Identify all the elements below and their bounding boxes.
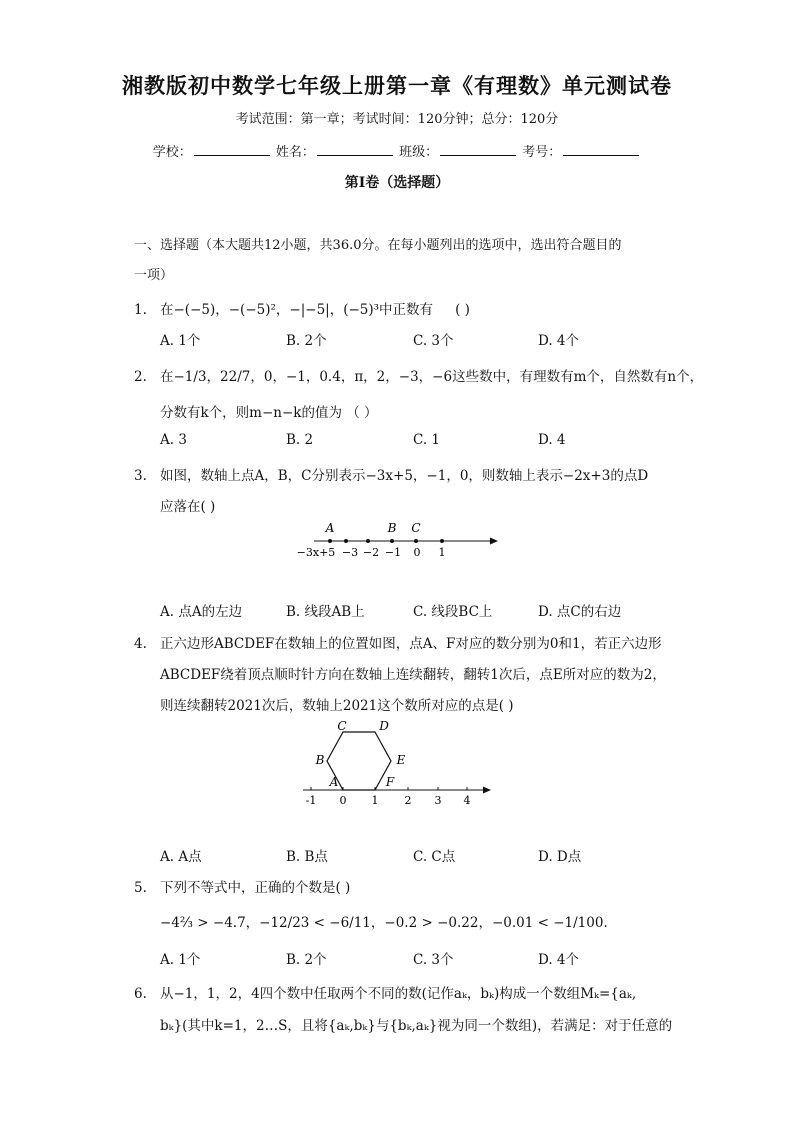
question-text-line1: 下列不等式中，正确的个数是( ) — [160, 880, 351, 896]
question-number: 2. — [134, 369, 147, 385]
option-a: A. A点 — [160, 849, 202, 865]
option-d: D. 点C的右边 — [538, 604, 622, 620]
tick-label: 0 — [339, 794, 347, 807]
tick-label: 0 — [413, 546, 421, 559]
tick-point — [440, 539, 444, 543]
option-b: B. 2个 — [286, 333, 327, 349]
tick-label: −2 — [362, 546, 380, 559]
tick-label: 1 — [438, 546, 446, 559]
point-label-a: A — [325, 521, 335, 535]
question-number: 6. — [134, 986, 147, 1002]
option-c: C. 1 — [413, 432, 441, 448]
page-title: 湘教版初中数学七年级上册第一章《有理数》单元测试卷 — [122, 73, 672, 98]
option-c: C. 3个 — [413, 333, 454, 349]
point-c — [414, 539, 418, 543]
number-line-figure-q3 — [290, 518, 510, 564]
axis-arrow — [483, 787, 491, 794]
class-label: 班级： — [399, 145, 439, 160]
question-text: 在−(−5)，−(−5)²，−|−5|，(−5)³中正数有 — [160, 302, 434, 318]
vertex-label-d: D — [379, 719, 389, 733]
question-text-line1: 在−1/3，22/7，0，−1，0.4，π，2，−3，−6这些数中，有理数有m个，自然数有n个， — [160, 369, 704, 385]
question-text-line2: ABCDEF绕着顶点顺时针方向在数轴上连续翻转，翻转1次后，点E所对应的数为2， — [160, 667, 666, 683]
question-text-line2: 分数有k个，则m−n−k的值为 （ ） — [160, 405, 378, 421]
option-d: D. 4个 — [538, 952, 580, 968]
option-b: B. 2 — [286, 432, 314, 448]
tick-label: -1 — [305, 794, 317, 807]
exam-info: 考试范围：第一章；考试时间：120分钟；总分：120分 — [235, 112, 559, 127]
tick-label: −1 — [384, 546, 402, 559]
tick-label: 4 — [463, 794, 471, 807]
option-c: C. 3个 — [413, 952, 454, 968]
option-b: B. 线段AB上 — [286, 604, 365, 620]
vertex-label-a: A — [329, 775, 339, 789]
school-blank — [194, 143, 270, 156]
class-blank — [440, 143, 516, 156]
school-label: 学校： — [152, 145, 192, 160]
question-3 — [134, 464, 648, 484]
option-c: C. C点 — [413, 849, 456, 865]
point-b — [390, 539, 394, 543]
option-b: B. 2个 — [286, 952, 327, 968]
section-heading-line2: 一项） — [134, 268, 174, 283]
student-info-row — [0, 141, 794, 160]
question-text-line1: 如图，数轴上点A，B，C分别表示−3x+5，−1，0，则数轴上表示−2x+3的点D — [160, 468, 649, 484]
question-number: 3. — [134, 468, 147, 484]
option-a: A. 3 — [160, 432, 187, 448]
question-1 — [134, 298, 470, 318]
question-number: 5. — [134, 880, 147, 896]
question-text-line1: 从−1，1，2，4四个数中任取两个不同的数(记作aₖ，bₖ)构成一个数组Mₖ={aₖ, — [160, 986, 637, 1002]
tick-label: 2 — [404, 794, 412, 807]
option-d: D. 4个 — [538, 333, 580, 349]
tick-point — [366, 539, 370, 543]
tick-point — [344, 539, 348, 543]
tick-label: 1 — [371, 794, 379, 807]
answer-paren: ( ) — [455, 302, 470, 318]
option-b: B. B点 — [286, 849, 328, 865]
inequalities-line: −4⅔ > −4.7，−12/23 < −6/11，−0.2̇ > −0.22，−0.01 < −1/100. — [160, 915, 608, 931]
name-label: 姓名： — [275, 145, 315, 160]
section-heading-line1: 一、选择题（本大题共12小题，共36.0分。在每小题列出的选项中，选出符合题目的 — [134, 238, 622, 253]
number-blank — [563, 143, 639, 156]
option-d: D. 4 — [538, 432, 566, 448]
point-label-c: C — [411, 521, 421, 535]
question-text-line2: 应落在( ) — [160, 499, 216, 515]
name-blank — [317, 143, 393, 156]
question-text-line1: 正六边形ABCDEF在数轴上的位置如图，点A、F对应的数分别为0和1，若正六边形 — [160, 636, 662, 652]
option-d: D. D点 — [538, 849, 582, 865]
hexagon-figure-q4 — [295, 716, 500, 808]
question-2 — [134, 365, 703, 385]
question-number: 4. — [134, 636, 147, 652]
vertex-label-b: B — [315, 753, 325, 767]
tick-label: −3x+5 — [296, 546, 336, 559]
question-number: 1. — [134, 302, 147, 318]
option-a: A. 点A的左边 — [160, 604, 243, 620]
question-4 — [134, 632, 662, 652]
point-label-b: B — [387, 521, 397, 535]
option-a: A. 1个 — [160, 952, 201, 968]
vertex-label-f: F — [385, 775, 395, 789]
axis-arrow — [490, 538, 498, 545]
number-label: 考号： — [522, 145, 562, 160]
point-a — [328, 539, 332, 543]
tick-label: −3 — [341, 546, 359, 559]
vertex-label-e: E — [396, 753, 406, 767]
vertex-label-c: C — [337, 719, 347, 733]
part-title: 第I卷（选择题） — [344, 175, 450, 191]
option-a: A. 1个 — [160, 333, 201, 349]
question-text-line2: bₖ}(其中k=1，2…S，且将{aₖ,bₖ}与{bₖ,aₖ}视为同一个数组)，若满足：对于任意的 — [160, 1018, 673, 1034]
tick-label: 3 — [434, 794, 442, 807]
option-c: C. 线段BC上 — [413, 604, 493, 620]
question-6 — [134, 982, 636, 1002]
question-5 — [134, 876, 350, 896]
question-text-line3: 则连续翻转2021次后，数轴上2021这个数所对应的点是( ) — [160, 698, 514, 714]
